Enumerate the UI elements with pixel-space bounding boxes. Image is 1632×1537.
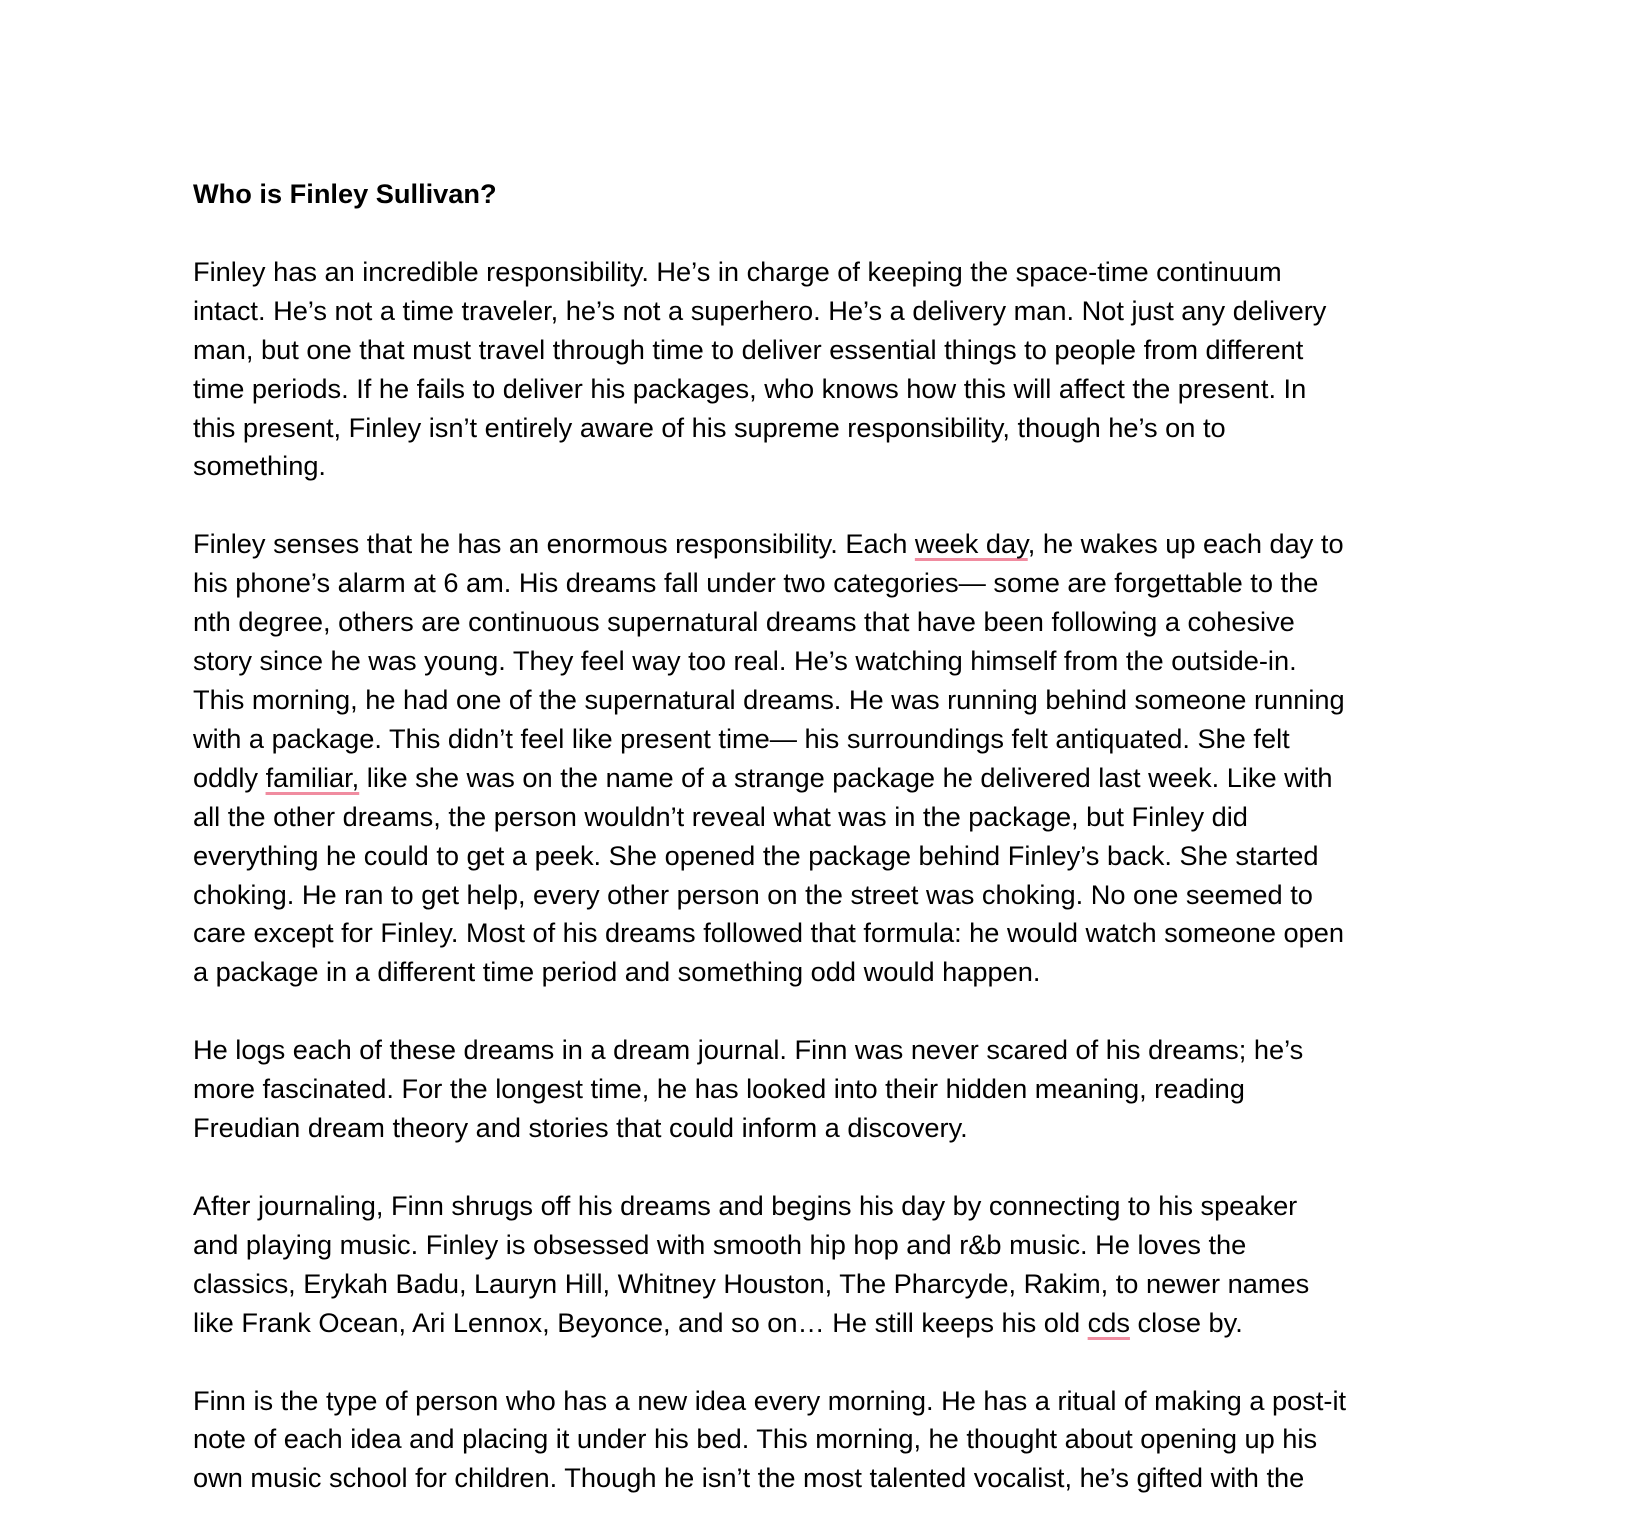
document-body[interactable] (193, 175, 1458, 1537)
text-line: man, but one that must travel through time to deliver essential things to people from different (193, 333, 1304, 365)
spellcheck-flagged-word[interactable]: week day (914, 528, 1028, 560)
spellcheck-flagged-word[interactable]: cds (1087, 1306, 1130, 1338)
text-line: all the other dreams, the person wouldn’t reveal what was in the package, but Finley did (193, 800, 1248, 832)
text-run: Finley senses that he has an enormous responsibility. Each (193, 528, 915, 560)
text-run: like Frank Ocean, Ari Lennox, Beyonce, and so on… He still keeps his old (193, 1306, 1088, 1338)
text-line: story since he was young. They feel way too real. He’s watching himself from the outside-in. (193, 645, 1297, 677)
text-line: a package in a different time period and something odd would happen. (193, 956, 1041, 988)
paragraph-2 (193, 525, 1458, 992)
text-line: time periods. If he fails to deliver his packages, who knows how this will affect the present. In (193, 372, 1307, 404)
text-line: intact. He’s not a time traveler, he’s not a superhero. He’s a delivery man. Not just any delivery (193, 294, 1327, 326)
paragraph-1 (193, 253, 1458, 486)
text-line: classics, Erykah Badu, Lauryn Hill, Whitney Houston, The Pharcyde, Rakim, to newer names (193, 1267, 1310, 1299)
text-line: nth degree, others are continuous supernatural dreams that have been following a cohesive (193, 606, 1295, 638)
text-line: Finn is the type of person who has a new idea every morning. He has a ritual of making a post-it (193, 1384, 1347, 1416)
text-line: Freudian dream theory and stories that could inform a discovery. (193, 1112, 968, 1144)
paragraph-5 (193, 1382, 1458, 1499)
text-line: something. (193, 450, 326, 482)
text-run: close by. (1129, 1306, 1243, 1338)
text-line: care except for Finley. Most of his dreams followed that formula: he would watch someone open (193, 917, 1345, 949)
text-line: more fascinated. For the longest time, he has looked into their hidden meaning, reading (193, 1073, 1245, 1105)
text-line: this present, Finley isn’t entirely aware of his supreme responsibility, though he’s on to (193, 411, 1226, 443)
text-run: , he wakes up each day to (1027, 528, 1344, 560)
text-line: He logs each of these dreams in a dream journal. Finn was never scared of his dreams; he’s (193, 1034, 1304, 1066)
text-line: This morning, he had one of the supernatural dreams. He was running behind someone running (193, 683, 1345, 715)
text-run: like she was on the name of a strange package he delivered last week. Like with (359, 761, 1333, 793)
text-line (193, 759, 1458, 798)
text-line: choking. He ran to get help, every other person on the street was choking. No one seemed to (193, 878, 1313, 910)
text-run: oddly (193, 761, 266, 793)
text-line: his phone’s alarm at 6 am. His dreams fall under two categories— some are forgettable to the (193, 567, 1319, 599)
text-line: everything he could to get a peek. She opened the package behind Finley’s back. She started (193, 839, 1319, 871)
text-line: After journaling, Finn shrugs off his dreams and begins his day by connecting to his speaker (193, 1189, 1298, 1221)
paragraph-4 (193, 1187, 1458, 1343)
text-line: and playing music. Finley is obsessed with smooth hip hop and r&b music. He loves the (193, 1228, 1247, 1260)
paragraph-3 (193, 1031, 1458, 1148)
text-line: Finley has an incredible responsibility. He’s in charge of keeping the space-time continuum (193, 255, 1282, 287)
text-line: with a package. This didn’t feel like present time— his surroundings felt antiquated. She felt (193, 722, 1290, 754)
spellcheck-flagged-word[interactable]: familiar, (265, 761, 360, 793)
text-line (193, 1304, 1458, 1343)
text-line (193, 525, 1458, 564)
text-line: own music school for children. Though he isn’t the most talented vocalist, he’s gifted with the (193, 1462, 1305, 1494)
document-title: Who is Finley Sullivan? (193, 178, 497, 209)
text-line: note of each idea and placing it under his bed. This morning, he thought about opening up his (193, 1423, 1318, 1455)
